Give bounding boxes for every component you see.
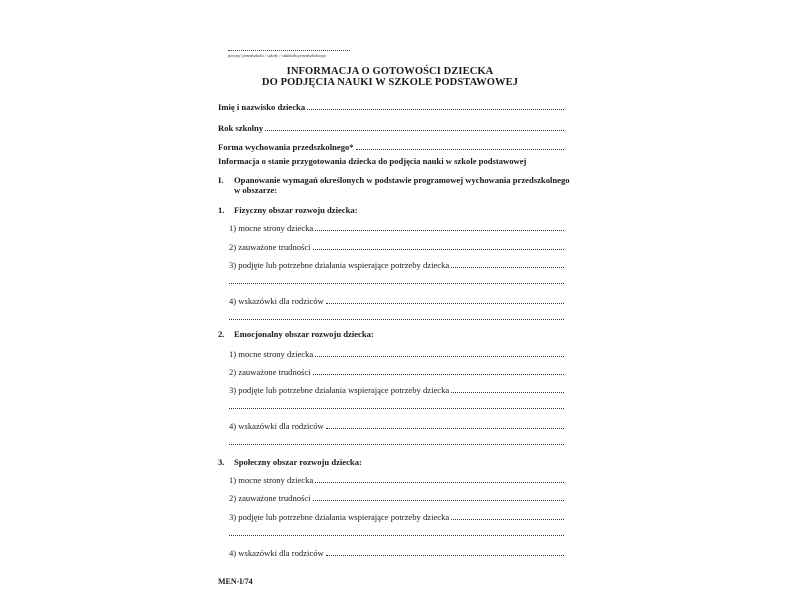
area-1-item-1-label: 1) mocne strony dziecka [229,223,314,233]
area-2-item-3[interactable] [229,383,564,395]
area-2-item-2[interactable] [229,365,564,377]
area-3-item-2-label: 2) zauważone trudności [229,493,311,503]
year-field-line[interactable] [265,130,564,131]
area-3-item-1[interactable] [229,473,564,485]
area-1-item-3-label: 3) podjęte lub potrzebne działania wspierające potrzeby dziecka [229,260,450,270]
section-i-line1: Opanowanie wymagań określonych w podstawie programowej wychowania przedszkolnego [234,175,570,185]
area-2-item-1-line[interactable] [315,356,564,357]
section-i-number: I. [218,175,224,185]
area-2-number: 2. [218,329,225,339]
area-1-heading [218,205,358,215]
area-1-number: 1. [218,205,225,215]
area-2-item-4[interactable] [229,419,564,431]
section-i-line2: w obszarze: [234,185,278,195]
area-2-item-4-label: 4) wskazówki dla rodziców [229,421,324,431]
area-3-item-2-line[interactable] [313,500,564,501]
area-3-title: Społeczny obszar rozwoju dziecka: [234,457,362,467]
info-heading: Informacja o stanie przygotowania dziecka do podjęcia nauki w szkole podstawowej [218,156,527,166]
area-3-item-3-label: 3) podjęte lub potrzebne działania wspierające potrzeby dziecka [229,512,450,522]
title-line-1: INFORMACJA O GOTOWOŚCI DZIECKA [286,66,494,77]
area-3-extra-line[interactable] [229,535,564,536]
area-3-item-3-line[interactable] [451,519,564,520]
area-1-item-4[interactable] [229,294,564,306]
area-1-item-2[interactable] [229,240,564,252]
area-3-item-4-line[interactable] [326,555,564,556]
area-3-item-1-line[interactable] [315,482,564,483]
area-2-item-3-label: 3) podjęte lub potrzebne działania wspierające potrzeby dziecka [229,385,450,395]
area-2-title: Emocjonalny obszar rozwoju dziecka: [234,329,374,339]
area-1-item-1[interactable] [229,221,564,233]
area-1-item-2-label: 2) zauważone trudności [229,242,311,252]
area-2-item-1-label: 1) mocne strony dziecka [229,349,314,359]
form-field-line[interactable] [356,149,564,150]
area-1-item-4-line[interactable] [326,303,564,304]
area-2-item-4-line[interactable] [326,428,564,429]
area-3-item-3[interactable] [229,510,564,522]
area-2-item-2-label: 2) zauważone trudności [229,367,311,377]
form-field-label: Forma wychowania przedszkolnego* [218,142,354,152]
stamp-line [228,50,350,51]
title-line-2: DO PODJĘCIA NAUKI W SZKOLE PODSTAWOWEJ [261,77,519,88]
area-2-item-3-line[interactable] [451,392,564,393]
area-3-item-4[interactable] [229,546,564,558]
area-1-extra-line[interactable] [229,283,564,284]
area-3-heading [218,457,362,467]
name-field-label: Imię i nazwisko dziecka [218,102,306,112]
section-i-heading [218,175,570,185]
name-field[interactable] [218,100,564,112]
name-field-line[interactable] [307,109,564,110]
area-2-heading [218,329,374,339]
area-2-item-2-line[interactable] [313,374,564,375]
area-1-item-3[interactable] [229,258,564,270]
area-1-item-4-label: 4) wskazówki dla rodziców [229,296,324,306]
area-1-item-2-line[interactable] [313,249,564,250]
area-2-item-1[interactable] [229,347,564,359]
area-1-extra-line-2[interactable] [229,319,564,320]
area-2-extra-line-2[interactable] [229,444,564,445]
area-3-number: 3. [218,457,225,467]
area-3-item-1-label: 1) mocne strony dziecka [229,475,314,485]
stamp-caption: pieczęć przedszkola / szkoły / oddziału przedszkolnego [228,53,326,58]
area-3-item-4-label: 4) wskazówki dla rodziców [229,548,324,558]
area-1-item-1-line[interactable] [315,230,564,231]
year-field-label: Rok szkolny [218,123,264,133]
area-1-title: Fizyczny obszar rozwoju dziecka: [234,205,358,215]
form-code: MEN-I/74 [218,577,253,586]
area-2-extra-line[interactable] [229,408,564,409]
area-3-item-2[interactable] [229,491,564,503]
year-field[interactable] [218,121,564,133]
area-1-item-3-line[interactable] [451,267,564,268]
form-field[interactable] [218,140,564,152]
